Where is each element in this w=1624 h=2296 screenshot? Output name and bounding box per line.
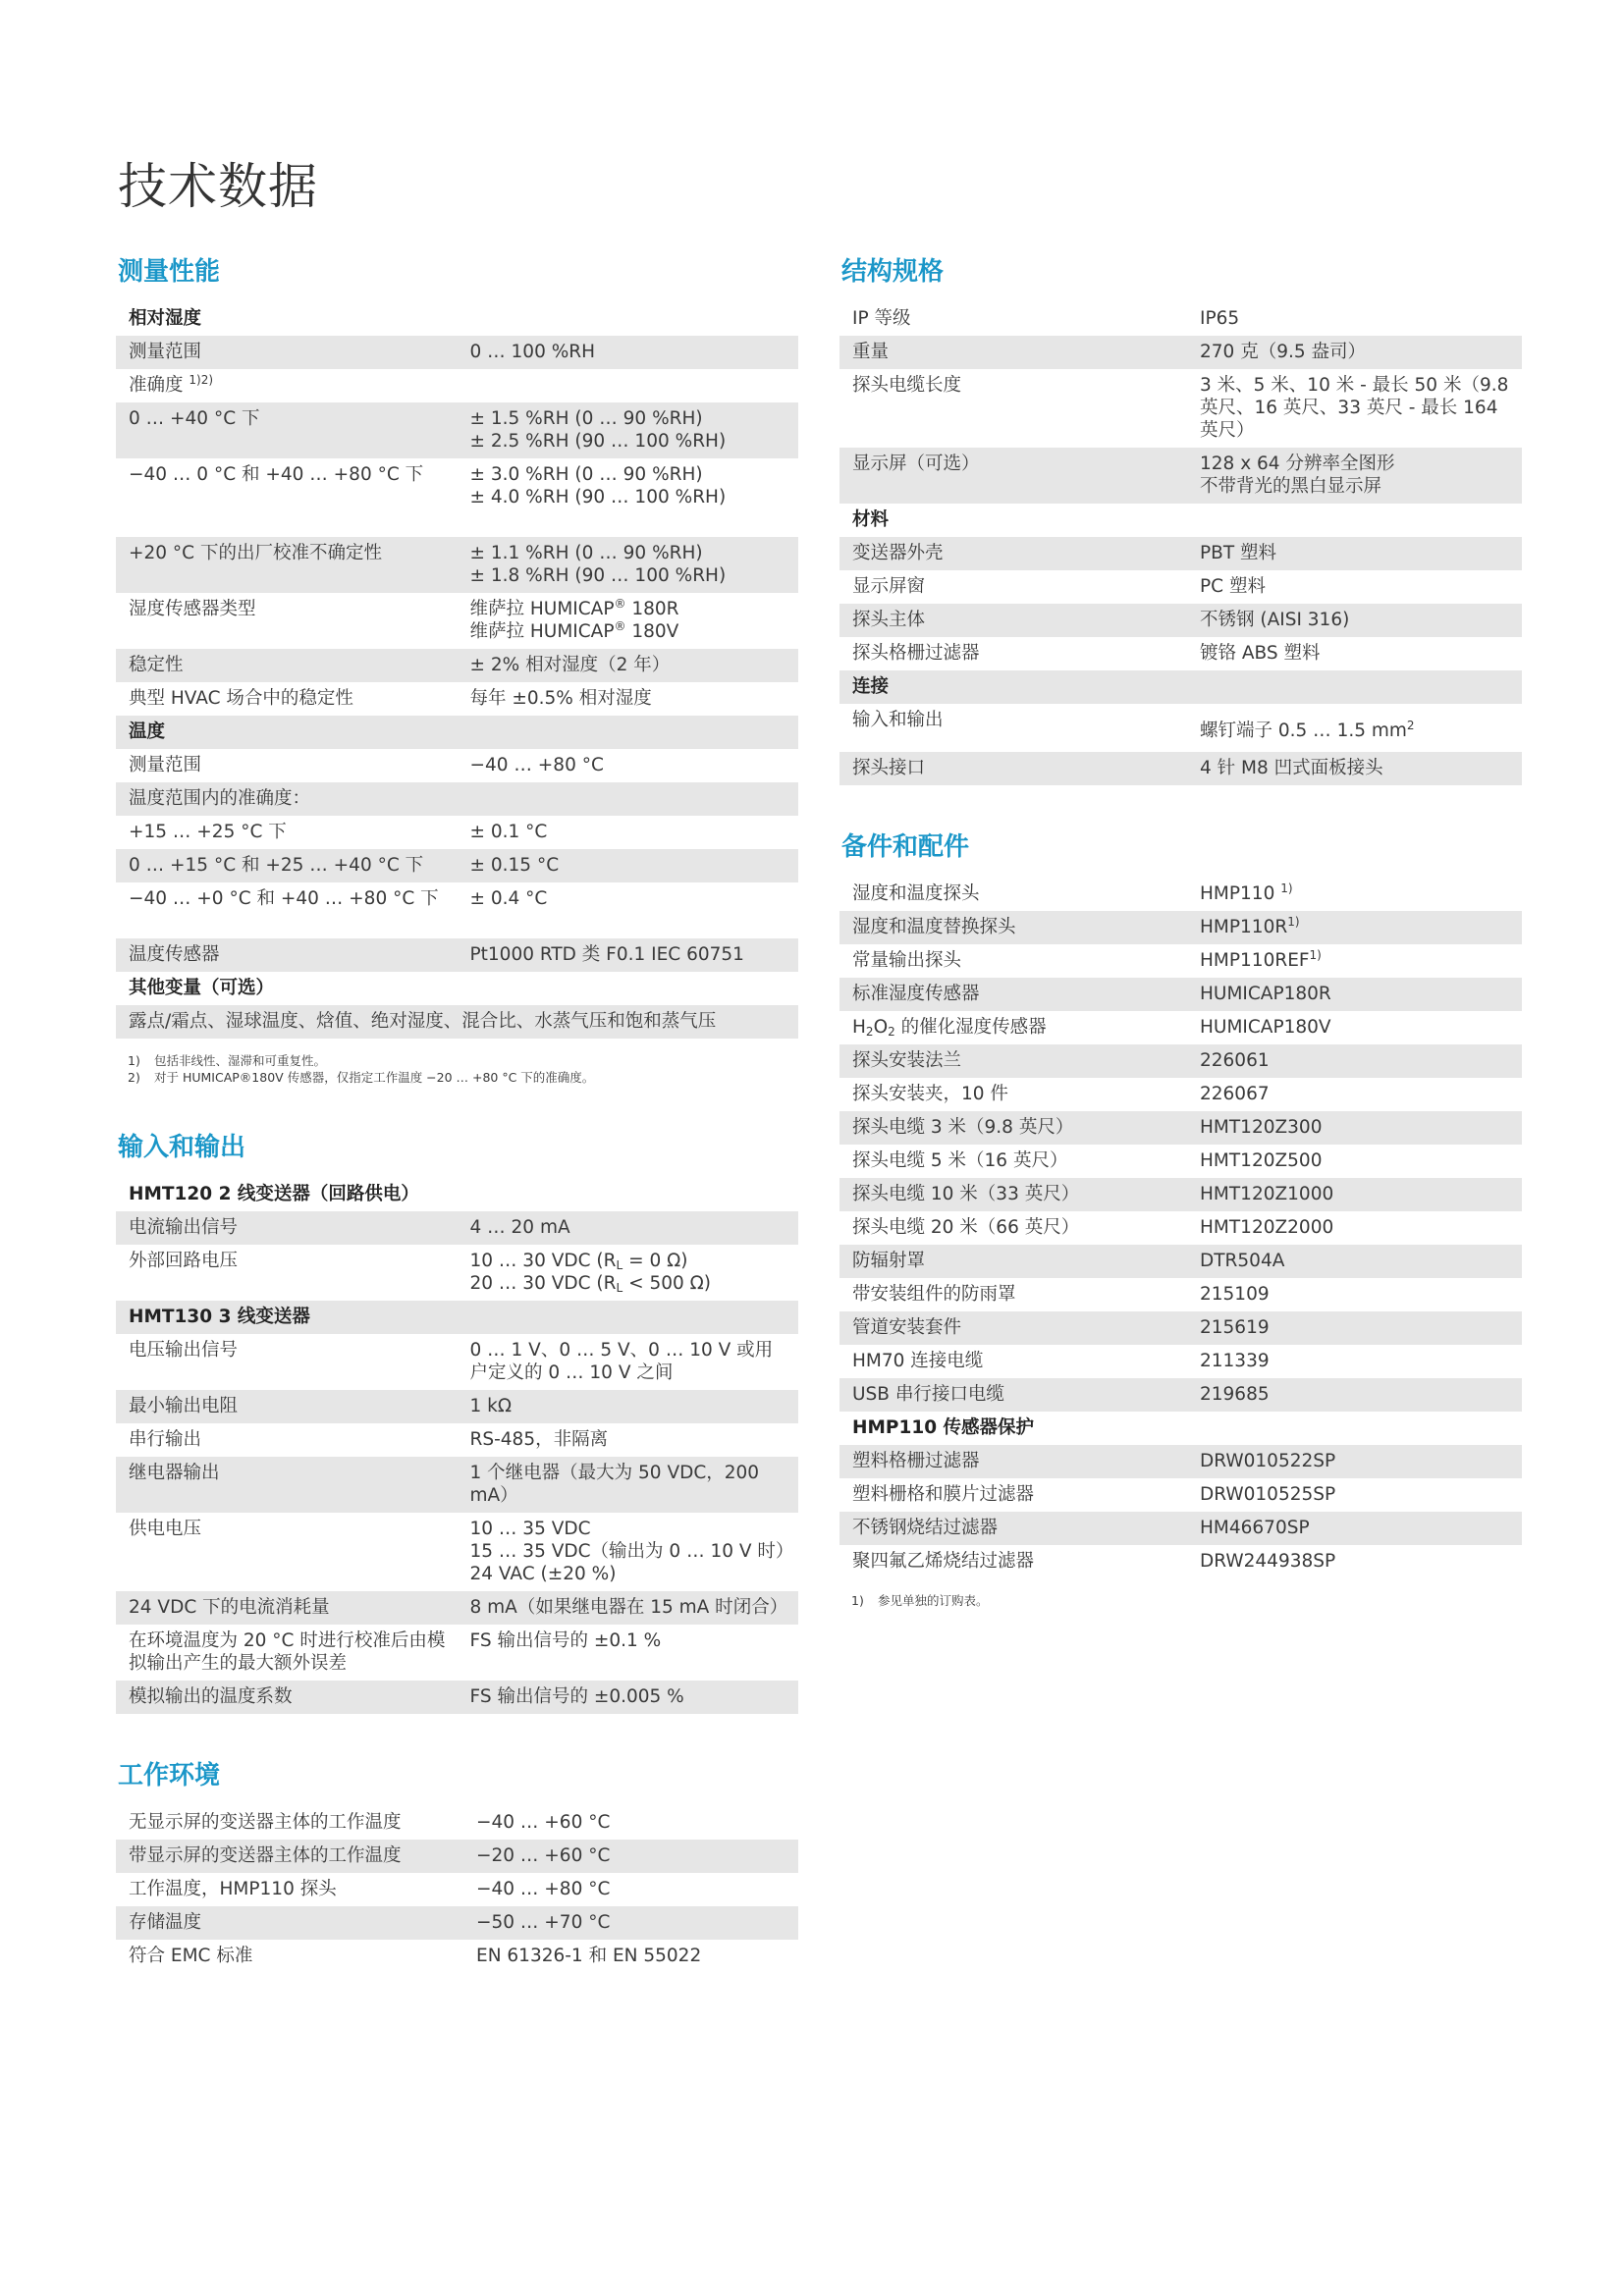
spec-label: 探头电缆 3 米（9.8 英尺） — [839, 1111, 1187, 1145]
spec-label: 探头安装法兰 — [839, 1044, 1187, 1078]
spec-row — [116, 882, 798, 938]
measurement-table — [116, 302, 798, 1039]
accuracy-label: 准确度 — [129, 375, 184, 396]
spec-value: 不锈钢 (AISI 316) — [1187, 604, 1522, 637]
spec-row — [116, 1873, 798, 1906]
value-text: 20 … 30 VDC (R — [469, 1273, 617, 1294]
spec-label: USB 串行接口电缆 — [839, 1378, 1187, 1412]
spec-row — [116, 782, 798, 816]
spec-label: 探头安装夹，10 件 — [852, 1084, 1008, 1104]
spec-row — [839, 1078, 1522, 1111]
spec-label: 常量输出探头 — [852, 950, 962, 971]
spec-row — [116, 1806, 798, 1840]
right-column — [839, 253, 1522, 1652]
spec-row — [116, 682, 798, 716]
spec-value — [458, 782, 799, 816]
spec-row — [116, 849, 798, 882]
spec-row — [116, 458, 798, 537]
spec-value — [1187, 911, 1522, 944]
mechanical-section — [839, 253, 1522, 785]
spec-row — [116, 1940, 798, 1973]
measurement-footnotes — [128, 1052, 798, 1086]
spec-value: DTR504A — [1187, 1245, 1522, 1278]
left-column — [116, 253, 798, 2016]
spec-value — [1187, 704, 1522, 752]
value-line — [470, 598, 791, 620]
spec-row — [116, 1591, 798, 1625]
value-text: HMP110REF — [1200, 950, 1310, 971]
spec-row — [839, 637, 1522, 670]
spec-label: 聚四氟乙烯烧结过滤器 — [852, 1551, 1035, 1572]
spec-label: 0 … +40 °C 下 — [116, 402, 458, 458]
accessories-heading: 备件和配件 — [841, 832, 970, 862]
footnote-ref: 1) — [1309, 948, 1322, 962]
subscript: L — [616, 1281, 623, 1295]
spec-label: 塑料栅格和膜片过滤器 — [852, 1484, 1035, 1505]
label-text: 的催化湿度传感器 — [894, 1017, 1047, 1038]
value-text: 180R — [625, 599, 679, 619]
spec-row — [839, 336, 1522, 369]
temp-subheading: 温度 — [116, 716, 798, 749]
spec-row — [116, 369, 798, 402]
connections-subheading: 连接 — [839, 670, 1522, 704]
spec-label: 塑料格栅过滤器 — [839, 1445, 1187, 1478]
spec-value: HUMICAP180V — [1200, 1017, 1331, 1038]
spec-row — [839, 878, 1522, 911]
spec-label: IP 等级 — [852, 308, 911, 329]
spec-row — [116, 336, 798, 369]
spec-value — [1187, 878, 1522, 911]
registered-mark: ® — [614, 597, 626, 611]
spec-row — [839, 448, 1522, 504]
spec-label: 输入和输出 — [852, 710, 944, 730]
spec-value — [458, 537, 799, 593]
spec-row — [116, 1334, 798, 1390]
spec-row — [839, 570, 1522, 604]
hmt130-subheading: HMT130 3 线变送器 — [116, 1301, 798, 1334]
spec-row — [839, 1011, 1522, 1044]
footnote-ref: 1)2) — [189, 373, 214, 387]
spec-value: IP65 — [1200, 308, 1240, 329]
value-line: ± 4.0 %RH (90 … 100 %RH) — [469, 487, 727, 507]
spec-row — [839, 1545, 1522, 1578]
spec-value: 0 … 1 V、0 … 5 V、0 … 10 V 或用户定义的 0 … 10 V 之间 — [469, 1340, 774, 1383]
spec-label: 防辐射罩 — [839, 1245, 1187, 1278]
spec-label: 典型 HVAC 场合中的稳定性 — [129, 688, 353, 709]
spec-value: DRW010522SP — [1187, 1445, 1522, 1478]
spec-row — [839, 369, 1522, 448]
spec-value: 4 … 20 mA — [458, 1211, 799, 1245]
spec-label: 显示屏窗 — [852, 576, 926, 597]
spec-label: 在环境温度为 20 °C 时进行校准后由模拟输出产生的最大额外误差 — [129, 1630, 446, 1674]
label-text: O — [873, 1017, 889, 1038]
accessories-table — [839, 878, 1522, 1578]
spec-row — [116, 938, 798, 972]
spec-label: 湿度和温度替换探头 — [839, 911, 1187, 944]
spec-label: 继电器输出 — [116, 1457, 458, 1513]
spec-label: +20 °C 下的出厂校准不确定性 — [116, 537, 458, 593]
spec-row — [839, 1311, 1522, 1345]
spec-value: −40 … +80 °C — [469, 755, 604, 775]
spec-value: DRW244938SP — [1200, 1551, 1336, 1572]
spec-row — [839, 537, 1522, 570]
spec-row — [116, 1423, 798, 1457]
spec-label: −40 … +0 °C 和 +40 … +80 °C 下 — [129, 888, 439, 909]
spec-value: 215109 — [1200, 1284, 1270, 1305]
superscript: 2 — [1406, 719, 1415, 732]
measurement-heading: 测量性能 — [118, 257, 221, 287]
spec-value: 211339 — [1200, 1351, 1270, 1371]
mechanical-heading: 结构规格 — [841, 257, 945, 287]
spec-row — [839, 1345, 1522, 1378]
spec-label: 重量 — [839, 336, 1187, 369]
spec-value: ± 2% 相对湿度（2 年） — [458, 649, 799, 682]
rh-subheading: 相对湿度 — [129, 308, 202, 329]
spec-label: 稳定性 — [116, 649, 458, 682]
spec-label: 带安装组件的防雨罩 — [852, 1284, 1016, 1305]
spec-label: 湿度和温度探头 — [852, 883, 980, 904]
spec-row — [116, 402, 798, 458]
spec-value: 215619 — [1187, 1311, 1522, 1345]
spec-label: 测量范围 — [129, 755, 202, 775]
footnote — [851, 1592, 1522, 1609]
spec-value: HMT120Z2000 — [1200, 1217, 1334, 1238]
connections-subheading-row — [839, 670, 1522, 704]
spec-row — [839, 1178, 1522, 1211]
value-line: ± 2.5 %RH (90 … 100 %RH) — [469, 431, 727, 452]
spec-value — [458, 402, 799, 458]
subscript: 2 — [888, 1025, 895, 1039]
spec-value: DRW010525SP — [1200, 1484, 1336, 1505]
spec-row — [839, 1211, 1522, 1245]
spec-row — [116, 1390, 798, 1423]
spec-value: HMT120Z500 — [1200, 1150, 1323, 1171]
spec-value: 226067 — [1200, 1084, 1270, 1104]
spec-label: 外部回路电压 — [129, 1251, 239, 1271]
spec-label: 0 … +15 °C 和 +25 … +40 °C 下 — [116, 849, 458, 882]
materials-subheading: 材料 — [852, 509, 890, 530]
spec-row — [839, 1145, 1522, 1178]
value-line: 不带背光的黑白显示屏 — [1200, 476, 1382, 497]
spec-label: 探头主体 — [839, 604, 1187, 637]
measurement-section — [116, 253, 798, 1086]
spec-value: 8 mA（如果继电器在 15 mA 时闭合） — [458, 1591, 799, 1625]
spec-value — [1187, 448, 1522, 504]
spec-value: −40 … +60 °C — [476, 1812, 611, 1833]
spec-value — [1187, 944, 1522, 978]
spec-value: 露点/霜点、湿球温度、焓值、绝对湿度、混合比、水蒸气压和饱和蒸气压 — [116, 1005, 798, 1039]
spec-row — [839, 1245, 1522, 1278]
protection-subheading: HMP110 传感器保护 — [852, 1417, 1035, 1438]
spec-label: 串行输出 — [129, 1429, 202, 1450]
mechanical-table — [839, 302, 1522, 785]
label-text: H — [852, 1017, 866, 1038]
value-text: HMP110R — [1200, 917, 1288, 937]
spec-row — [839, 752, 1522, 785]
environment-heading: 工作环境 — [118, 1761, 221, 1790]
spec-label: 变送器外壳 — [839, 537, 1187, 570]
spec-value: ± 0.15 °C — [458, 849, 799, 882]
value-line: 10 … 35 VDC — [469, 1519, 591, 1539]
other-subheading: 其他变量（可选） — [129, 978, 275, 998]
spec-row — [839, 1445, 1522, 1478]
protection-subheading-row — [839, 1412, 1522, 1445]
spec-label: 存储温度 — [116, 1906, 463, 1940]
spec-value: 3 米、5 米、10 米 - 最长 50 米（9.8 英尺、16 英尺、33 英尺 - 最长 164 英尺） — [1200, 375, 1509, 441]
spec-row — [116, 1840, 798, 1873]
value-line — [470, 1250, 791, 1272]
footnote — [128, 1052, 798, 1069]
subscript: L — [616, 1258, 623, 1272]
spec-value: 226061 — [1187, 1044, 1522, 1078]
temp-subheading-row — [116, 716, 798, 749]
spec-value: ± 0.4 °C — [469, 888, 548, 909]
spec-row — [839, 1044, 1522, 1078]
spec-value: 每年 ±0.5% 相对湿度 — [469, 688, 652, 709]
spec-value — [458, 1245, 799, 1301]
hmt120-subheading-row — [116, 1178, 798, 1211]
spec-label: 不锈钢烧结过滤器 — [839, 1512, 1187, 1545]
spec-value: FS 输出信号的 ±0.1 % — [469, 1630, 662, 1651]
rh-subheading-row — [116, 302, 798, 336]
spec-value: 0 … 100 %RH — [458, 336, 799, 369]
spec-label: 最小输出电阻 — [116, 1390, 458, 1423]
spec-row — [839, 1278, 1522, 1311]
hmt120-subheading: HMT120 2 线变送器（回路供电） — [129, 1184, 419, 1204]
accessories-section — [839, 828, 1522, 1609]
spec-value — [458, 593, 799, 649]
value-text: HMP110 — [1200, 883, 1275, 904]
spec-label: 电流输出信号 — [116, 1211, 458, 1245]
spec-label: 温度传感器 — [116, 938, 458, 972]
footnote-ref: 1) — [1280, 881, 1293, 895]
value-line — [470, 1272, 791, 1295]
spec-label: 探头格栅过滤器 — [852, 643, 980, 664]
spec-row — [839, 604, 1522, 637]
spec-row — [839, 944, 1522, 978]
footnote-number: 1) — [128, 1053, 140, 1068]
spec-label: 供电电压 — [129, 1519, 202, 1539]
environment-table — [116, 1806, 798, 1973]
spec-row — [116, 749, 798, 782]
page-title: 技术数据 — [118, 158, 318, 215]
spec-label: 温度范围内的准确度： — [116, 782, 458, 816]
spec-value: −50 … +70 °C — [463, 1906, 798, 1940]
spec-label: 符合 EMC 标准 — [129, 1946, 253, 1966]
spec-label: 标准湿度传感器 — [839, 978, 1187, 1011]
footnote-text: 包括非线性、湿滞和可重复性。 — [154, 1053, 327, 1068]
hmt130-subheading-row — [116, 1301, 798, 1334]
spec-row — [116, 1681, 798, 1714]
value-line: ± 3.0 %RH (0 … 90 %RH) — [469, 464, 703, 485]
spec-row — [116, 1245, 798, 1301]
spec-label: −40 … 0 °C 和 +40 … +80 °C 下 — [129, 464, 424, 485]
footnote-text: 参见单独的订购表。 — [878, 1593, 989, 1608]
spec-label: +15 … +25 °C 下 — [129, 822, 287, 842]
spec-value: HMT120Z1000 — [1187, 1178, 1522, 1211]
spec-value: 270 克（9.5 盎司） — [1187, 336, 1522, 369]
spec-value: PBT 塑料 — [1187, 537, 1522, 570]
value-line: ± 1.8 %RH (90 … 100 %RH) — [469, 565, 727, 586]
spec-label: 探头电缆 10 米（33 英尺） — [839, 1178, 1187, 1211]
footnote-ref: 1) — [1287, 915, 1300, 929]
spec-row — [839, 978, 1522, 1011]
spec-value: EN 61326-1 和 EN 55022 — [476, 1946, 702, 1966]
materials-subheading-row — [839, 504, 1522, 537]
value-text: 10 … 30 VDC (R — [469, 1251, 617, 1271]
spec-row — [116, 1005, 798, 1039]
spec-value: ± 0.1 °C — [469, 822, 548, 842]
value-text: < 500 Ω) — [623, 1273, 711, 1294]
value-line — [470, 620, 791, 643]
spec-value: Pt1000 RTD 类 F0.1 IEC 60751 — [458, 938, 799, 972]
accessories-footnotes — [851, 1592, 1522, 1609]
spec-label — [839, 1011, 1187, 1044]
spec-row — [116, 1457, 798, 1513]
other-subheading-row — [116, 972, 798, 1005]
value-text: 180V — [625, 621, 679, 642]
spec-row — [116, 1906, 798, 1940]
value-line: ± 1.5 %RH (0 … 90 %RH) — [469, 408, 703, 429]
footnote — [128, 1069, 798, 1086]
spec-label: 工作温度，HMP110 探头 — [129, 1879, 337, 1899]
spec-label: 24 VDC 下的电流消耗量 — [116, 1591, 458, 1625]
value-text: 螺钉端子 0.5 … 1.5 mm — [1200, 721, 1407, 741]
spec-row — [839, 1512, 1522, 1545]
spec-value: 1 kΩ — [458, 1390, 799, 1423]
spec-label: 测量范围 — [116, 336, 458, 369]
footnote-number: 1) — [851, 1593, 864, 1608]
spec-value: 4 针 M8 凹式面板接头 — [1187, 752, 1522, 785]
spec-value: −40 … +80 °C — [476, 1879, 611, 1899]
spec-label: 管道安装套件 — [839, 1311, 1187, 1345]
io-heading: 输入和输出 — [118, 1133, 246, 1162]
registered-mark: ® — [614, 619, 626, 633]
footnote-text: 对于 HUMICAP®180V 传感器，仅指定工作温度 −20 … +80 °C 下的准确度。 — [154, 1070, 595, 1085]
spec-label: 探头接口 — [839, 752, 1187, 785]
spec-row — [116, 537, 798, 593]
spec-label: 带显示屏的变送器主体的工作温度 — [116, 1840, 463, 1873]
spec-value: 1 个继电器（最大为 50 VDC，200 mA） — [458, 1457, 799, 1513]
spec-row — [116, 649, 798, 682]
spec-label — [116, 369, 458, 402]
spec-value: RS-485，非隔离 — [469, 1429, 609, 1450]
value-line: 15 … 35 VDC（输出为 0 … 10 V 时） — [469, 1541, 794, 1562]
value-line: ± 1.1 %RH (0 … 90 %RH) — [469, 543, 703, 563]
spec-label: 湿度传感器类型 — [129, 599, 256, 619]
spec-value: HMT120Z300 — [1187, 1111, 1522, 1145]
spec-row — [116, 1513, 798, 1591]
spec-value: FS 输出信号的 ±0.005 % — [458, 1681, 799, 1714]
spec-value — [458, 1513, 799, 1591]
spec-row — [839, 1111, 1522, 1145]
value-text: 维萨拉 HUMICAP — [469, 621, 615, 642]
value-text: = 0 Ω) — [623, 1251, 688, 1271]
spec-label: 探头电缆长度 — [852, 375, 962, 396]
spec-label: 探头电缆 20 米（66 英尺） — [852, 1217, 1080, 1238]
spec-label: 模拟输出的温度系数 — [116, 1681, 458, 1714]
value-line: 128 x 64 分辨率全图形 — [1200, 454, 1395, 474]
spec-row — [839, 1378, 1522, 1412]
io-table — [116, 1178, 798, 1714]
spec-label: 无显示屏的变送器主体的工作温度 — [129, 1812, 402, 1833]
spec-row — [116, 816, 798, 849]
spec-row — [839, 704, 1522, 752]
spec-label: 电压输出信号 — [129, 1340, 239, 1361]
io-section — [116, 1129, 798, 1714]
spec-value: HUMICAP180R — [1187, 978, 1522, 1011]
environment-section — [116, 1757, 798, 1973]
spec-label: 探头电缆 5 米（16 英尺） — [852, 1150, 1068, 1171]
value-text: 维萨拉 HUMICAP — [469, 599, 615, 619]
footnote-number: 2) — [128, 1070, 140, 1085]
spec-row — [116, 1625, 798, 1681]
spec-label: HM70 连接电缆 — [852, 1351, 984, 1371]
spec-value — [458, 458, 799, 537]
spec-value — [458, 369, 799, 402]
value-line: 24 VAC (±20 %) — [469, 1564, 617, 1584]
spec-row — [839, 302, 1522, 336]
spec-value: 镀铬 ABS 塑料 — [1200, 643, 1321, 664]
spec-value: −20 … +60 °C — [463, 1840, 798, 1873]
spec-value: HM46670SP — [1187, 1512, 1522, 1545]
spec-label: 显示屏（可选） — [839, 448, 1187, 504]
subscript: 2 — [865, 1025, 874, 1039]
spec-row — [839, 1478, 1522, 1512]
spec-row — [116, 1211, 798, 1245]
spec-value: PC 塑料 — [1200, 576, 1266, 597]
spec-row — [116, 593, 798, 649]
spec-row — [839, 911, 1522, 944]
spec-value: 219685 — [1187, 1378, 1522, 1412]
